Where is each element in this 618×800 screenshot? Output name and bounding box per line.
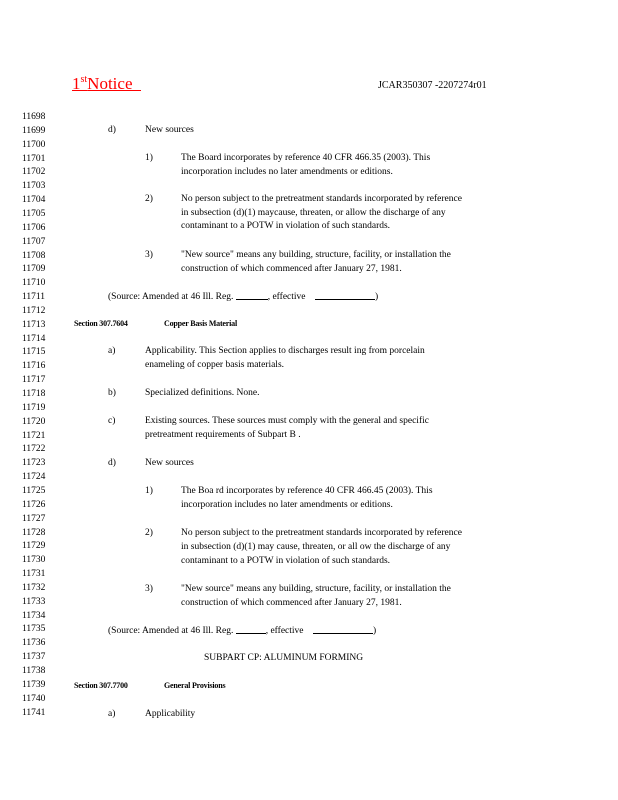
line-number: 11723 (22, 458, 46, 469)
line-number: 11715 (22, 347, 46, 358)
paragraph-line: in subsection (d)(1) maycause, threaten, or allow the discharge of any (181, 208, 446, 218)
line-number: 11735 (22, 624, 46, 635)
source-note (108, 290, 378, 303)
paragraph-line: incorporation includes no later amendments or editions. (181, 167, 393, 177)
line-number: 11734 (22, 610, 46, 621)
line-number: 11698 (22, 112, 46, 122)
line-number: 11737 (22, 652, 46, 663)
line-number: 11707 (22, 236, 46, 247)
item-heading: New sources (145, 458, 194, 468)
line-number: 11704 (22, 195, 46, 206)
line-number: 11706 (22, 222, 46, 233)
line-number: 11720 (22, 416, 46, 427)
source-note (108, 624, 376, 637)
line-number: 11732 (22, 582, 46, 593)
line-number: 11730 (22, 555, 46, 566)
line-number: 11728 (22, 527, 46, 538)
line-number: 11713 (22, 319, 46, 330)
paragraph-line: contaminant to a POTW in violation of such standards. (181, 221, 391, 231)
line-number: 11738 (22, 666, 46, 676)
line-number: 11711 (22, 292, 46, 302)
line-number: 11722 (22, 444, 46, 455)
line-number: 11736 (22, 638, 46, 649)
section-number: Section 307.7604 (74, 319, 128, 328)
line-number: 11717 (22, 375, 46, 386)
paragraph-line: "New source" means any building, structure, facility, or installation the (181, 250, 451, 260)
line-number: 11721 (22, 430, 46, 441)
item-label: a) (108, 709, 116, 719)
subpart-heading: SUBPART CP: ALUMINUM FORMING (204, 653, 364, 663)
line-number: 11709 (22, 264, 46, 275)
line-number: 11714 (22, 333, 46, 344)
source-effective: , effective (265, 626, 304, 636)
item-label: 3) (145, 250, 153, 260)
source-close: ) (375, 292, 379, 302)
blank-line (236, 290, 268, 300)
line-number: 11727 (22, 513, 46, 524)
item-label: 3) (145, 584, 153, 594)
item-label: c) (108, 416, 116, 426)
item-label: 1) (145, 486, 153, 496)
line-number: 11701 (22, 153, 46, 164)
notice-number: 1 (72, 74, 81, 93)
paragraph-line: The Board incorporates by reference 40 CFR 466.35 (2003). This (181, 153, 431, 163)
section-number: Section 307.7700 (74, 681, 128, 690)
paragraph-line: enameling of copper basis materials. (145, 360, 285, 370)
notice-word: Notice (87, 74, 133, 93)
paragraph-line: Specialized definitions. None. (145, 388, 260, 398)
item-label: b) (108, 388, 116, 398)
line-number: 11719 (22, 402, 46, 413)
item-label: d) (108, 125, 116, 135)
line-number: 11741 (22, 707, 46, 718)
line-number: 11733 (22, 596, 46, 607)
line-number: 11724 (22, 472, 46, 483)
line-number: 11729 (22, 541, 46, 552)
paragraph-line: in subsection (d)(1) may cause, threaten, or all ow the discharge of any (181, 542, 451, 552)
line-number: 11725 (22, 485, 46, 496)
paragraph-line: Applicability. This Section applies to discharges result ing from porcelain (145, 346, 425, 356)
line-number: 11710 (22, 278, 46, 289)
notice-ordinal-suffix: st (80, 74, 88, 85)
line-number: 11708 (22, 250, 46, 261)
line-number: 11718 (22, 389, 46, 399)
source-effective: , effective (267, 292, 306, 302)
line-number: 11712 (22, 305, 46, 316)
paragraph-line: Existing sources. These sources must comply with the general and specific (145, 416, 429, 426)
line-number: 11699 (22, 125, 46, 136)
paragraph-line: construction of which commenced after January 27, 1981. (181, 598, 402, 608)
paragraph-line: contaminant to a POTW in violation of such standards. (181, 556, 391, 566)
line-number: 11703 (22, 181, 46, 192)
line-number: 11726 (22, 499, 46, 510)
blank-line (313, 624, 373, 634)
source-close: ) (373, 626, 377, 636)
paragraph-line: incorporation includes no later amendments or editions. (181, 500, 393, 510)
line-number: 11731 (22, 569, 46, 579)
blank-line (315, 290, 375, 300)
paragraph-line: The Boa rd incorporates by reference 40 CFR 466.45 (2003). This (181, 486, 433, 496)
paragraph-line: No person subject to the pretreatment standards incorporated by reference (181, 528, 462, 538)
line-number: 11705 (22, 208, 46, 219)
paragraph-line: Applicability (145, 709, 196, 719)
section-title: Copper Basis Material (164, 319, 237, 328)
document-code: JCAR350307 -2207274r01 (378, 80, 487, 91)
item-label: a) (108, 346, 116, 356)
line-number: 11702 (22, 167, 46, 178)
paragraph-line: pretreatment requirements of Subpart B . (145, 430, 301, 440)
item-label: 1) (145, 153, 153, 163)
blank-line (236, 624, 266, 634)
source-prefix: (Source: Amended at 46 Ill. Reg. (108, 292, 234, 302)
item-label: 2) (145, 194, 153, 204)
source-prefix: (Source: Amended at 46 Ill. Reg. (108, 626, 234, 636)
line-number: 11700 (22, 139, 46, 150)
line-number: 11739 (22, 679, 46, 690)
paragraph-line: "New source" means any building, structure, facility, or installation the (181, 584, 451, 594)
item-heading: New sources (145, 125, 194, 135)
paragraph-line: No person subject to the pretreatment standards incorporated by reference (181, 194, 462, 204)
line-number: 11716 (22, 361, 46, 372)
section-title: General Provisions (164, 681, 226, 690)
item-label: d) (108, 458, 116, 468)
item-label: 2) (145, 528, 153, 538)
paragraph-line: construction of which commenced after January 27, 1981. (181, 264, 402, 274)
line-number: 11740 (22, 693, 46, 704)
